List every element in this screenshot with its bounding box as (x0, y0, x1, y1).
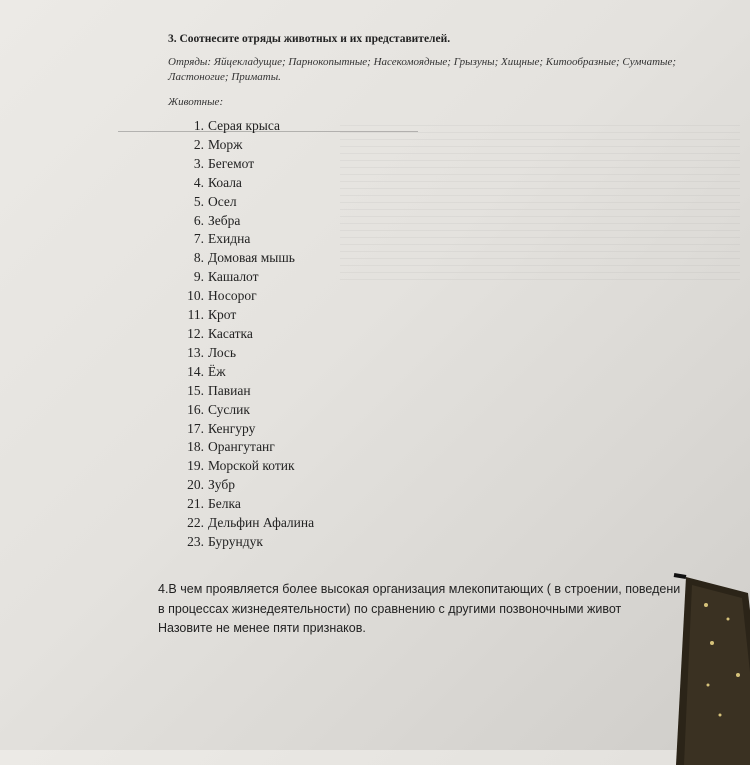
animal-item (170, 212, 314, 231)
animal-item (170, 438, 314, 457)
animal-number: 10. (187, 288, 204, 304)
animal-name: Зебра (208, 212, 241, 228)
animal-number: 4. (193, 174, 204, 190)
animal-item (170, 325, 314, 344)
animal-item (170, 193, 314, 212)
animal-name: Домовая мышь (208, 250, 295, 266)
animal-name: Кенгуру (208, 420, 256, 436)
animal-item (170, 533, 314, 552)
question-4-line-1: 4.В чем проявляется более высокая организация млекопитающих ( в строении, поведени (158, 582, 681, 596)
animal-number: 2. (193, 136, 204, 152)
animal-list (170, 117, 314, 552)
binder-clip-icon (668, 565, 750, 765)
animal-name: Кашалот (208, 269, 259, 285)
animal-item (170, 382, 314, 401)
animal-number: 5. (193, 193, 204, 209)
animal-name: Морж (208, 136, 243, 152)
animal-name: Дельфин Афалина (208, 515, 315, 531)
animal-name: Морской котик (208, 458, 295, 474)
animal-item (170, 306, 314, 325)
animal-item (170, 457, 314, 476)
question-4-line-3: Назовите не менее пяти признаков. (158, 621, 366, 635)
animal-number: 22. (187, 515, 204, 531)
animal-name: Осел (208, 193, 237, 209)
animal-item (170, 514, 314, 533)
animal-name: Бурундук (208, 533, 263, 549)
animal-number: 6. (193, 212, 204, 228)
animal-number: 15. (187, 382, 204, 398)
animal-item (170, 230, 314, 249)
animal-number: 14. (187, 363, 204, 379)
animal-item (170, 420, 314, 439)
animal-name: Серая крыса (208, 118, 281, 133)
animal-item (170, 136, 314, 155)
animal-name: Ёж (208, 363, 226, 379)
animal-number: 9. (193, 269, 204, 285)
animal-number: 17. (187, 420, 204, 436)
animal-item (170, 249, 314, 268)
question-3-orders: Отряды: Яйцекладущие; Парнокопытные; Насекомоядные; Грызуны; Хищные; Китообразные; Сумчатые; Ластоногие; Приматы. (168, 56, 677, 83)
animal-item (170, 287, 314, 306)
animal-item (170, 155, 314, 174)
animal-number: 7. (193, 231, 204, 247)
animal-number: 20. (187, 477, 204, 493)
bleed-through-lines (340, 125, 740, 285)
animal-number: 11. (187, 307, 204, 323)
animal-item (170, 401, 314, 420)
animal-name: Коала (208, 174, 242, 190)
animal-name: Ехидна (208, 231, 251, 247)
animal-name: Белка (208, 496, 241, 512)
animal-name: Носорог (208, 288, 257, 304)
question-4-line-2: в процессах жизнедеятельности) по сравнению с другими позвоночными живот (158, 601, 622, 616)
animal-item (170, 363, 314, 382)
animal-number: 3. (193, 155, 204, 171)
animal-item (170, 174, 314, 193)
question-3-title: 3. Соотнесите отряды животных и их представителей. (168, 33, 451, 45)
animal-name: Орангутанг (208, 439, 275, 455)
animal-name: Касатка (208, 325, 253, 341)
animal-name: Зубр (208, 477, 235, 493)
animal-name: Крот (208, 307, 237, 323)
animal-number: 12. (187, 325, 204, 341)
animal-item (170, 117, 314, 136)
animal-number: 13. (187, 344, 204, 360)
animal-number: 1. (193, 118, 204, 133)
animal-item (170, 344, 314, 363)
animal-name: Павиан (208, 382, 251, 398)
question-4 (158, 580, 750, 639)
animal-name: Суслик (208, 401, 250, 417)
animal-number: 18. (187, 439, 204, 455)
animals-label: Животные: (168, 96, 224, 108)
animal-name: Бегемот (208, 155, 255, 171)
animal-number: 8. (193, 250, 204, 266)
animal-item (170, 495, 314, 514)
animal-item (170, 476, 314, 495)
animal-number: 16. (187, 401, 204, 417)
animal-number: 19. (187, 458, 204, 474)
animal-number: 21. (187, 496, 204, 512)
animal-number: 23. (187, 533, 204, 549)
animal-item (170, 268, 314, 287)
animal-name: Лось (208, 344, 237, 360)
